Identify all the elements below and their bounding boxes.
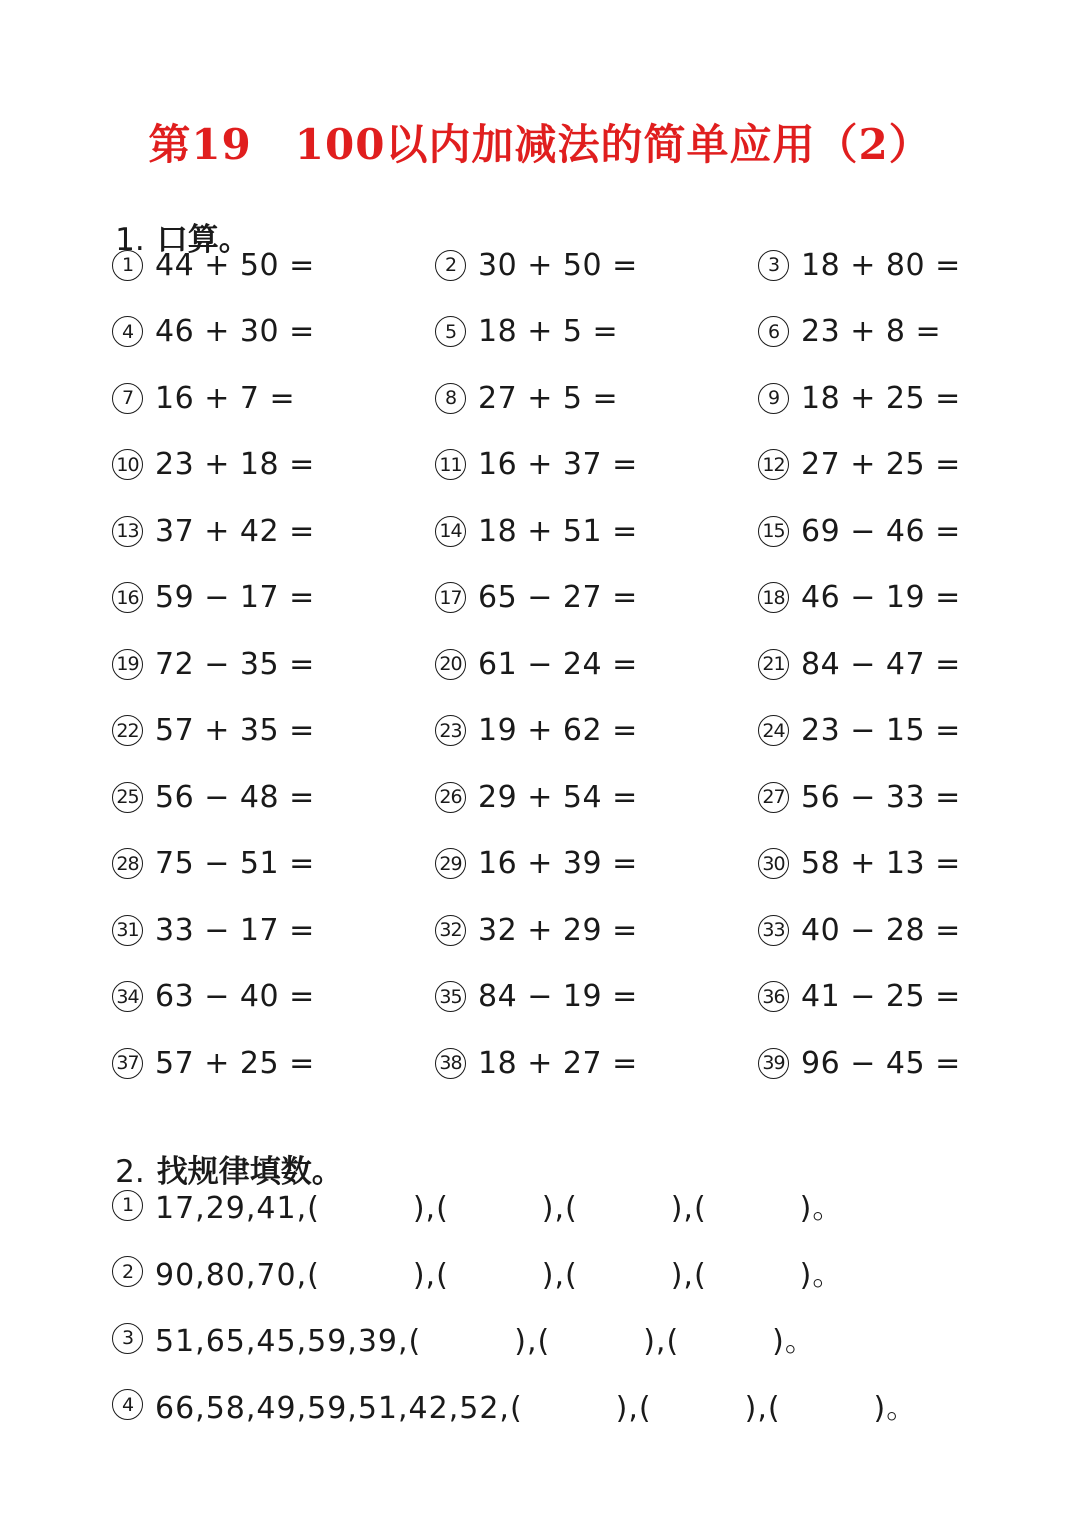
item-number-badge: 13 — [112, 516, 143, 547]
section-2-label: 找规律填数。 — [156, 1154, 343, 1190]
calc-item — [112, 440, 435, 490]
calc-item — [435, 1038, 758, 1088]
calc-expression: 46 + 30 = — [155, 314, 315, 349]
item-number-badge: 12 — [758, 449, 789, 480]
calc-expression: 65 − 27 = — [478, 580, 638, 615]
pattern-item — [112, 1172, 1012, 1239]
item-number-badge: 10 — [112, 449, 143, 480]
item-number-badge: 16 — [112, 582, 143, 613]
section-2-number: 2. — [115, 1154, 145, 1190]
calc-expression: 23 + 18 = — [155, 447, 315, 482]
calc-item — [112, 972, 435, 1022]
calc-item — [112, 639, 435, 689]
calc-expression: 29 + 54 = — [478, 779, 638, 815]
item-number-badge: 31 — [112, 915, 143, 946]
calc-item — [112, 506, 435, 556]
calc-item — [435, 905, 758, 955]
calc-expression: 58 + 13 = — [801, 846, 961, 881]
calc-expression: 69 − 46 = — [801, 513, 961, 549]
item-number-badge: 3 — [758, 250, 789, 281]
pattern-list — [112, 1172, 1012, 1438]
calc-item — [435, 639, 758, 689]
calc-item — [112, 905, 435, 955]
calc-expression: 19 + 62 = — [478, 713, 638, 748]
calc-item — [758, 1038, 1018, 1088]
calc-expression: 16 + 7 = — [155, 380, 296, 416]
calc-expression: 18 + 5 = — [478, 314, 619, 349]
calc-item — [758, 373, 1018, 423]
calc-expression: 16 + 39 = — [478, 846, 638, 881]
section-1-label: 口算。 — [156, 222, 250, 258]
calc-item — [758, 506, 1018, 556]
calc-item — [435, 573, 758, 623]
calc-expression: 18 + 27 = — [478, 1045, 638, 1081]
calc-item — [112, 240, 435, 290]
calc-expression: 84 − 47 = — [801, 646, 961, 682]
item-number-badge: 20 — [435, 649, 466, 680]
item-number-badge: 1 — [112, 1190, 143, 1221]
mental-math-grid — [112, 240, 1012, 1105]
item-number-badge: 18 — [758, 582, 789, 613]
calc-expression: 18 + 25 = — [801, 380, 961, 416]
calc-expression: 46 − 19 = — [801, 580, 961, 615]
pattern-item — [112, 1239, 1012, 1306]
item-number-badge: 39 — [758, 1048, 789, 1079]
calc-item — [435, 373, 758, 423]
calc-expression: 37 + 42 = — [155, 513, 315, 549]
calc-expression: 23 − 15 = — [801, 713, 961, 748]
item-number-badge: 22 — [112, 715, 143, 746]
calc-expression: 18 + 51 = — [478, 513, 638, 549]
item-number-badge: 38 — [435, 1048, 466, 1079]
calc-item — [758, 772, 1018, 822]
item-number-badge: 6 — [758, 316, 789, 347]
item-number-badge: 15 — [758, 516, 789, 547]
calc-item — [758, 839, 1018, 889]
item-number-badge: 29 — [435, 848, 466, 879]
calc-expression: 56 − 33 = — [801, 779, 961, 815]
item-number-badge: 7 — [112, 383, 143, 414]
calc-expression: 61 − 24 = — [478, 646, 638, 682]
item-number-badge: 24 — [758, 715, 789, 746]
calc-item — [758, 240, 1018, 290]
page-title: 第19 100以内加减法的简单应用（2） — [148, 120, 932, 169]
calc-item — [112, 1038, 435, 1088]
calc-item — [435, 240, 758, 290]
item-number-badge: 34 — [112, 981, 143, 1012]
calc-expression: 96 − 45 = — [801, 1045, 961, 1081]
calc-expression: 32 + 29 = — [478, 912, 638, 948]
calc-item — [112, 373, 435, 423]
section-1-number: 1. — [115, 222, 145, 258]
calc-item — [758, 639, 1018, 689]
calc-expression: 41 − 25 = — [801, 979, 961, 1014]
calc-item — [435, 440, 758, 490]
item-number-badge: 4 — [112, 316, 143, 347]
pattern-item — [112, 1305, 1012, 1372]
calc-item — [435, 772, 758, 822]
pattern-sequence: 90,80,70,( ),( ),( ),( )。 — [155, 1257, 844, 1293]
calc-item — [112, 772, 435, 822]
calc-item — [435, 972, 758, 1022]
item-number-badge: 11 — [435, 449, 466, 480]
item-number-badge: 1 — [112, 250, 143, 281]
pattern-sequence: 51,65,45,59,39,( ),( ),( )。 — [155, 1324, 816, 1360]
calc-item — [112, 573, 435, 623]
item-number-badge: 19 — [112, 649, 143, 680]
calc-item — [758, 972, 1018, 1022]
pattern-sequence: 66,58,49,59,51,42,52,( ),( ),( )。 — [155, 1390, 918, 1426]
item-number-badge: 2 — [435, 250, 466, 281]
item-number-badge: 33 — [758, 915, 789, 946]
item-number-badge: 2 — [112, 1256, 143, 1287]
calc-item — [112, 706, 435, 756]
calc-item — [435, 706, 758, 756]
calc-item — [758, 905, 1018, 955]
item-number-badge: 32 — [435, 915, 466, 946]
pattern-item — [112, 1372, 1012, 1439]
calc-expression: 40 − 28 = — [801, 912, 961, 948]
item-number-badge: 25 — [112, 782, 143, 813]
calc-item — [758, 706, 1018, 756]
calc-expression: 30 + 50 = — [478, 247, 638, 283]
pattern-sequence: 17,29,41,( ),( ),( ),( )。 — [155, 1191, 844, 1227]
calc-item — [758, 440, 1018, 490]
item-number-badge: 36 — [758, 981, 789, 1012]
calc-expression: 33 − 17 = — [155, 912, 315, 948]
calc-item — [112, 839, 435, 889]
calc-expression: 18 + 80 = — [801, 247, 961, 283]
item-number-badge: 21 — [758, 649, 789, 680]
calc-expression: 23 + 8 = — [801, 314, 942, 349]
item-number-badge: 8 — [435, 383, 466, 414]
calc-item — [435, 307, 758, 357]
item-number-badge: 5 — [435, 316, 466, 347]
item-number-badge: 30 — [758, 848, 789, 879]
item-number-badge: 14 — [435, 516, 466, 547]
calc-item — [758, 573, 1018, 623]
item-number-badge: 26 — [435, 782, 466, 813]
calc-expression: 75 − 51 = — [155, 846, 315, 881]
item-number-badge: 27 — [758, 782, 789, 813]
calc-expression: 27 + 5 = — [478, 380, 619, 416]
calc-item — [112, 307, 435, 357]
calc-expression: 27 + 25 = — [801, 447, 961, 482]
calc-expression: 84 − 19 = — [478, 979, 638, 1014]
calc-item — [435, 839, 758, 889]
item-number-badge: 4 — [112, 1389, 143, 1420]
calc-expression: 57 + 35 = — [155, 713, 315, 748]
item-number-badge: 9 — [758, 383, 789, 414]
item-number-badge: 35 — [435, 981, 466, 1012]
item-number-badge: 23 — [435, 715, 466, 746]
item-number-badge: 17 — [435, 582, 466, 613]
calc-item — [758, 307, 1018, 357]
item-number-badge: 3 — [112, 1323, 143, 1354]
calc-expression: 63 − 40 = — [155, 979, 315, 1014]
calc-expression: 56 − 48 = — [155, 779, 315, 815]
item-number-badge: 28 — [112, 848, 143, 879]
calc-expression: 57 + 25 = — [155, 1045, 315, 1081]
calc-item — [435, 506, 758, 556]
item-number-badge: 37 — [112, 1048, 143, 1079]
calc-expression: 44 + 50 = — [155, 247, 315, 283]
calc-expression: 72 − 35 = — [155, 646, 315, 682]
calc-expression: 16 + 37 = — [478, 447, 638, 482]
calc-expression: 59 − 17 = — [155, 580, 315, 615]
